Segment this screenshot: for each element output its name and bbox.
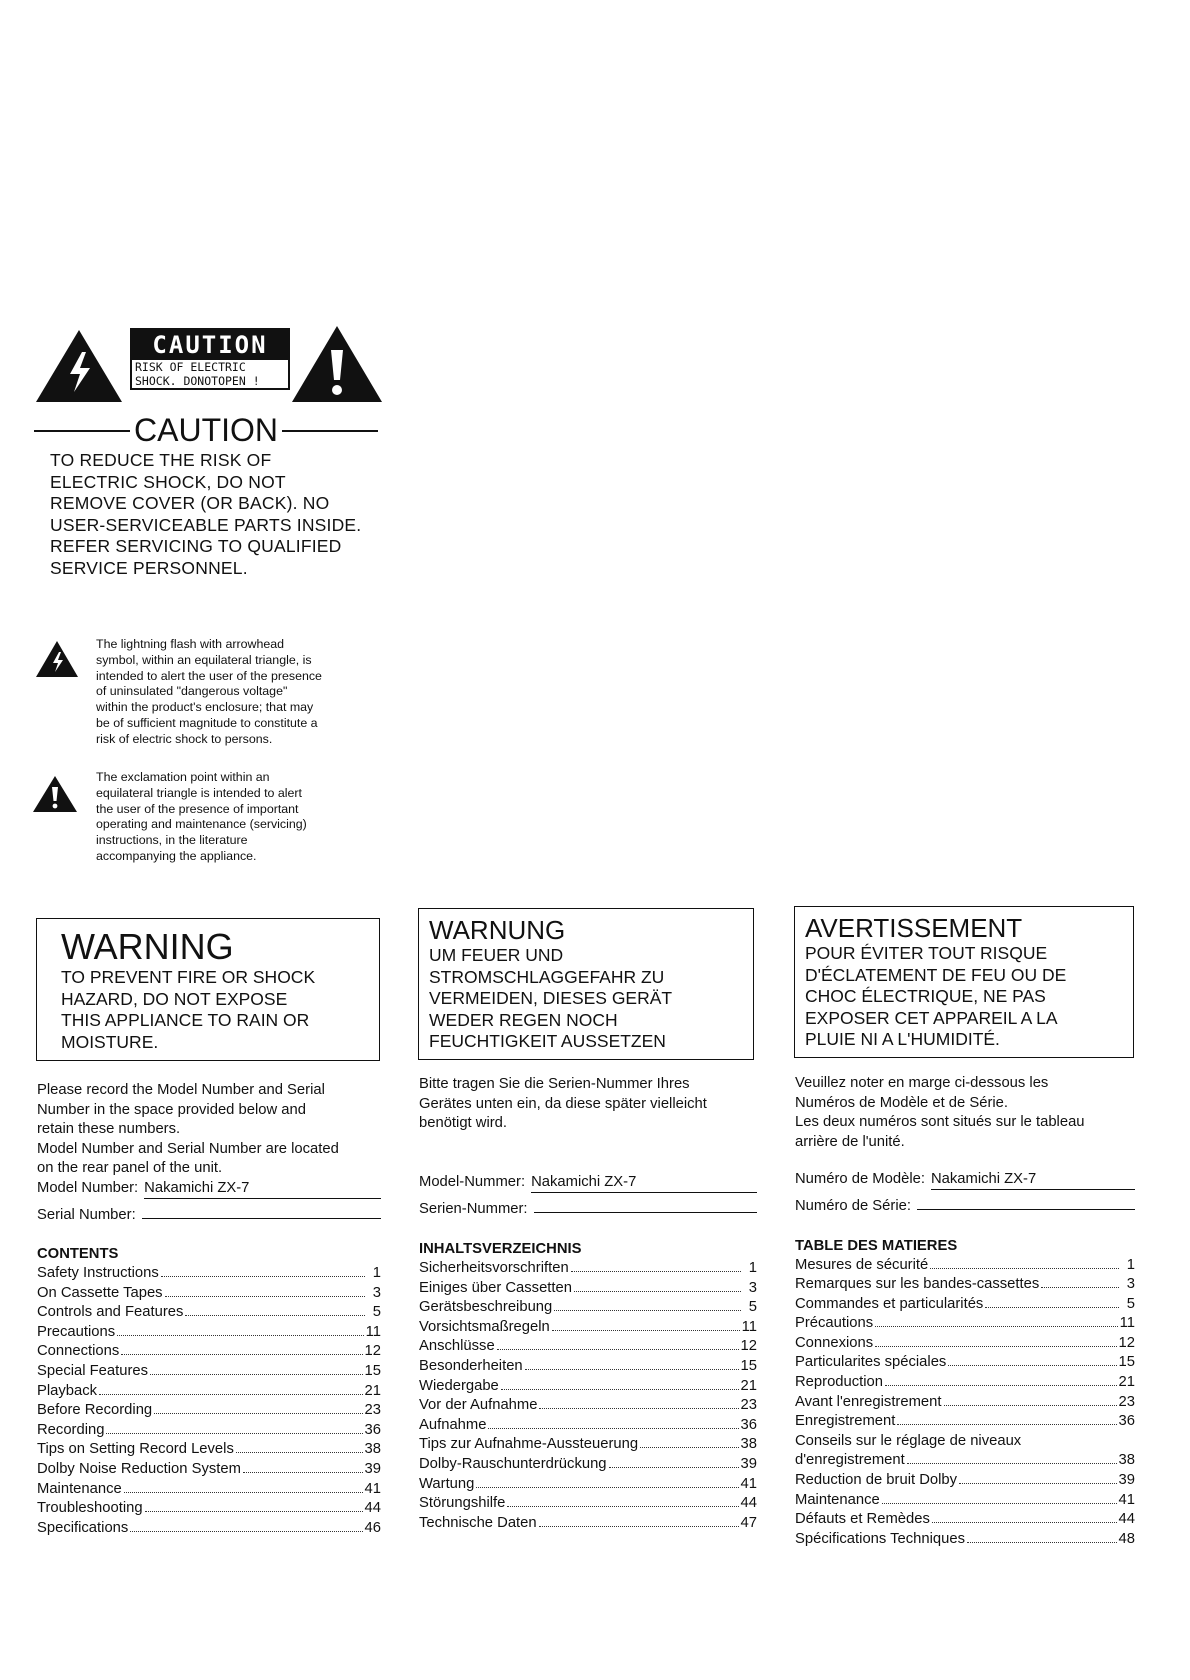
- toc-item[interactable]: [37, 1362, 381, 1382]
- toc-list: [795, 1256, 1135, 1550]
- toc-item-page: 15: [740, 1357, 757, 1374]
- toc-item-title: Maintenance: [795, 1491, 880, 1511]
- warning-line: THIS APPLIANCE TO RAIN OR: [61, 1010, 310, 1030]
- toc-item-title: Controls and Features: [37, 1303, 183, 1323]
- lightning-note: [96, 637, 376, 748]
- toc-item[interactable]: [419, 1475, 757, 1495]
- toc-item-title: Einiges über Cassetten: [419, 1279, 572, 1299]
- toc-item[interactable]: [795, 1530, 1135, 1550]
- intro-line: Bitte tragen Sie die Serien-Nummer Ihres: [419, 1076, 690, 1092]
- toc-leader-dots: [967, 1542, 1117, 1543]
- toc-item-title: Avant l'enregistrement: [795, 1393, 942, 1413]
- caution-heading-text: CAUTION: [130, 412, 282, 448]
- toc-list: [419, 1259, 757, 1533]
- toc-item-title: Particularites spéciales: [795, 1353, 946, 1373]
- toc-item[interactable]: [795, 1373, 1135, 1393]
- toc-item[interactable]: [795, 1491, 1135, 1511]
- toc-leader-dots: [552, 1330, 740, 1331]
- toc-leader-dots: [154, 1413, 362, 1414]
- model-number-value[interactable]: Nakamichi ZX-7: [144, 1179, 381, 1199]
- french-intro: [795, 1074, 1135, 1152]
- toc-item[interactable]: [37, 1421, 381, 1441]
- toc-item[interactable]: [37, 1382, 381, 1402]
- intro-line: Please record the Model Number and Serial: [37, 1082, 325, 1098]
- toc-item-page: 21: [364, 1382, 381, 1399]
- toc-item-title: d'enregistrement: [795, 1451, 905, 1471]
- toc-item-title: Maintenance: [37, 1480, 122, 1500]
- toc-item[interactable]: [795, 1412, 1135, 1432]
- caution-line: TO REDUCE THE RISK OF: [50, 450, 272, 470]
- note-line: equilateral triangle is intended to alert: [96, 785, 302, 800]
- toc-leader-dots: [944, 1405, 1117, 1406]
- toc-item[interactable]: [37, 1460, 381, 1480]
- toc-item-page: 11: [741, 1318, 757, 1335]
- toc-item[interactable]: [795, 1510, 1135, 1530]
- toc-item-title: Précautions: [795, 1314, 873, 1334]
- toc-item-page: 1: [1126, 1256, 1135, 1273]
- toc-item[interactable]: [795, 1256, 1135, 1276]
- serial-number-value[interactable]: [917, 1190, 1135, 1210]
- toc-heading: TABLE DES MATIERES: [795, 1237, 958, 1254]
- toc-leader-dots: [571, 1271, 741, 1272]
- toc-item[interactable]: [795, 1393, 1135, 1413]
- serial-number-label: Numéro de Série:: [795, 1198, 911, 1214]
- caution-line: ELECTRIC SHOCK, DO NOT: [50, 471, 286, 492]
- warning-line: PLUIE NI A L'HUMIDITÉ.: [805, 1029, 1000, 1049]
- toc-item[interactable]: [37, 1264, 381, 1284]
- note-line: intended to alert the user of the presence: [96, 668, 322, 683]
- warning-line: CHOC ÉLECTRIQUE, NE PAS: [805, 986, 1046, 1006]
- caution-line: USER-SERVICEABLE PARTS INSIDE.: [50, 514, 362, 535]
- note-line: instructions, in the literature: [96, 833, 248, 848]
- toc-leader-dots: [640, 1447, 738, 1448]
- toc-item-title: Connections: [37, 1342, 119, 1362]
- toc-item-page: 36: [1118, 1413, 1135, 1430]
- model-number-label: Model Number:: [37, 1179, 139, 1196]
- warning-title: WARNUNG: [429, 915, 566, 945]
- toc-item[interactable]: [419, 1494, 757, 1514]
- toc-item[interactable]: [37, 1480, 381, 1500]
- warning-line: D'ÉCLATEMENT DE FEU OU DE: [805, 964, 1067, 985]
- toc-item-title: Tips zur Aufnahme-Aussteuerung: [419, 1435, 638, 1455]
- toc-item-title: Défauts et Remèdes: [795, 1510, 930, 1530]
- toc-leader-dots: [99, 1394, 362, 1395]
- toc-leader-dots: [243, 1472, 363, 1473]
- toc-item-page: 3: [1126, 1276, 1135, 1293]
- toc-leader-dots: [554, 1310, 741, 1311]
- english-intro: [37, 1081, 381, 1179]
- toc-leader-dots: [959, 1483, 1116, 1484]
- serial-number-field[interactable]: [37, 1199, 381, 1226]
- serial-number-value[interactable]: [534, 1193, 757, 1213]
- toc-item-page: 12: [1118, 1334, 1135, 1351]
- warning-line: UM FEUER UND: [429, 945, 564, 965]
- toc-item-title: Anschlüsse: [419, 1337, 495, 1357]
- toc-leader-dots: [539, 1526, 739, 1527]
- intro-line: Numéros de Modèle et de Série.: [795, 1094, 1009, 1111]
- toc-item-title: Playback: [37, 1382, 97, 1402]
- toc-item-title: Gerätsbeschreibung: [419, 1298, 552, 1318]
- toc-item-page: 39: [1118, 1472, 1135, 1489]
- toc-item-title: Mesures de sécurité: [795, 1256, 928, 1276]
- toc-leader-dots: [930, 1268, 1119, 1269]
- toc-item[interactable]: [795, 1471, 1135, 1491]
- toc-item-title: Technische Daten: [419, 1514, 537, 1534]
- toc-leader-dots: [875, 1326, 1117, 1327]
- toc-item-page: 36: [740, 1416, 757, 1433]
- caution-text: [50, 450, 380, 579]
- warning-box-english: [36, 918, 380, 1061]
- toc-leader-dots: [117, 1335, 363, 1336]
- toc-item[interactable]: [419, 1357, 757, 1377]
- german-column: [419, 1075, 757, 1533]
- toc-item-title: Reduction de bruit Dolby: [795, 1471, 957, 1491]
- intro-line: Les deux numéros sont situés sur le tableau: [795, 1114, 1085, 1130]
- toc-item-title: Specifications: [37, 1519, 128, 1539]
- toc-leader-dots: [150, 1374, 362, 1375]
- warning-line: HAZARD, DO NOT EXPOSE: [61, 988, 288, 1009]
- toc-item-title: Wartung: [419, 1475, 474, 1495]
- toc-leader-dots: [165, 1296, 365, 1297]
- exclamation-small-icon: [33, 776, 77, 812]
- toc-leader-dots: [497, 1349, 739, 1350]
- toc-leader-dots: [948, 1365, 1116, 1366]
- toc-item-page: 47: [740, 1514, 757, 1531]
- toc-item[interactable]: [795, 1451, 1135, 1471]
- toc-item-page: 46: [364, 1519, 381, 1536]
- toc-item-title: Reproduction: [795, 1373, 883, 1393]
- toc-item-page: 15: [1118, 1354, 1135, 1371]
- model-number-field[interactable]: [795, 1170, 1135, 1190]
- warning-line: VERMEIDEN, DIESES GERÄT: [429, 988, 673, 1008]
- toc-item-title: Precautions: [37, 1323, 115, 1343]
- toc-item[interactable]: [795, 1334, 1135, 1354]
- toc-item[interactable]: [37, 1303, 381, 1323]
- german-intro: [419, 1075, 757, 1134]
- toc-item[interactable]: [37, 1401, 381, 1421]
- toc-item[interactable]: [419, 1416, 757, 1436]
- warning-line: POUR ÉVITER TOUT RISQUE: [805, 943, 1048, 963]
- toc-item-page: 23: [1118, 1393, 1135, 1410]
- toc-item[interactable]: [795, 1275, 1135, 1295]
- toc-item-title: Before Recording: [37, 1401, 152, 1421]
- toc-item[interactable]: [419, 1396, 757, 1416]
- warning-box-french: [794, 906, 1134, 1058]
- toc-leader-dots: [1041, 1287, 1119, 1288]
- toc-item-title: Tips on Setting Record Levels: [37, 1440, 234, 1460]
- toc-item[interactable]: [419, 1318, 757, 1338]
- toc-item-title: Wiedergabe: [419, 1377, 499, 1397]
- toc-item[interactable]: [419, 1514, 757, 1534]
- intro-line: Gerätes unten ein, da diese später vielleicht: [419, 1095, 707, 1112]
- serial-number-label: Serial Number:: [37, 1206, 136, 1223]
- caution-label: [130, 328, 290, 390]
- toc-item-page: 23: [364, 1402, 381, 1419]
- caution-line: REMOVE COVER (OR BACK). NO: [50, 493, 330, 513]
- model-number-label: Model-Nummer:: [419, 1173, 526, 1190]
- toc-item-page: 1: [748, 1260, 757, 1276]
- note-line: the user of the presence of important: [96, 801, 299, 816]
- exclamation-note: [96, 770, 376, 865]
- note-line: symbol, within an equilateral triangle, is: [96, 652, 312, 667]
- toc-item-title: Spécifications Techniques: [795, 1530, 965, 1550]
- toc-item-title: Störungshilfe: [419, 1494, 505, 1514]
- toc-item[interactable]: [37, 1440, 381, 1460]
- serial-number-label: Serien-Nummer:: [419, 1200, 528, 1217]
- warning-box-german: [418, 908, 754, 1060]
- note-line: operating and maintenance (servicing): [96, 817, 307, 832]
- toc-item-page: 39: [364, 1460, 381, 1477]
- warning-line: MOISTURE.: [61, 1031, 159, 1052]
- model-number-value[interactable]: Nakamichi ZX-7: [531, 1173, 757, 1193]
- note-line: of uninsulated "dangerous voltage": [96, 684, 288, 699]
- toc-leader-dots: [145, 1511, 363, 1512]
- model-number-value[interactable]: Nakamichi ZX-7: [931, 1170, 1135, 1190]
- lightning-small-icon: [36, 641, 78, 677]
- toc-item-page: 41: [1118, 1491, 1135, 1508]
- toc-item-title: Special Features: [37, 1362, 148, 1382]
- note-line: accompanying the appliance.: [96, 848, 257, 863]
- toc-list: [37, 1264, 381, 1538]
- toc-item-page: 23: [740, 1397, 757, 1414]
- intro-line: arrière de l'unité.: [795, 1133, 905, 1150]
- toc-item-page: 3: [748, 1279, 757, 1296]
- lightning-warning-icon: [36, 330, 122, 402]
- toc-item-page: 12: [740, 1338, 757, 1355]
- caution-line: REFER SERVICING TO QUALIFIED: [50, 536, 342, 556]
- toc-item[interactable]: [37, 1342, 381, 1362]
- note-line: risk of electric shock to persons.: [96, 731, 273, 746]
- toc-leader-dots: [121, 1354, 362, 1355]
- toc-item-page: 48: [1118, 1530, 1135, 1547]
- toc-item[interactable]: [419, 1455, 757, 1475]
- toc-leader-dots: [525, 1369, 739, 1370]
- toc-item[interactable]: [37, 1519, 381, 1539]
- serial-number-field[interactable]: [419, 1193, 757, 1220]
- toc-leader-dots: [185, 1315, 365, 1316]
- toc-item-page: 44: [364, 1500, 381, 1517]
- note-line: be of sufficient magnitude to constitute a: [96, 715, 318, 730]
- caution-label-line: RISK OF ELECTRIC: [135, 360, 246, 374]
- intro-line: retain these numbers.: [37, 1121, 181, 1137]
- toc-item[interactable]: [37, 1284, 381, 1304]
- french-column: [795, 1074, 1135, 1549]
- toc-item-title: Enregistrement: [795, 1412, 895, 1432]
- toc-item-page: 12: [364, 1343, 381, 1360]
- toc-item-page: 38: [364, 1441, 381, 1458]
- toc-item[interactable]: [795, 1295, 1135, 1315]
- toc-leader-dots: [609, 1467, 739, 1468]
- toc-item-page: 38: [740, 1436, 757, 1453]
- toc-item-page: 38: [1118, 1452, 1135, 1469]
- warning-line: WEDER REGEN NOCH: [429, 1009, 618, 1030]
- toc-item[interactable]: [419, 1377, 757, 1397]
- toc-leader-dots: [897, 1424, 1116, 1425]
- toc-item-page: 5: [372, 1304, 381, 1321]
- toc-leader-dots: [885, 1385, 1117, 1386]
- toc-item-page: 21: [740, 1377, 757, 1394]
- toc-item-title: Vorsichtsmaßregeln: [419, 1318, 550, 1338]
- toc-leader-dots: [507, 1506, 738, 1507]
- toc-item[interactable]: [419, 1279, 757, 1299]
- toc-item-title: Dolby-Rauschunterdrückung: [419, 1455, 607, 1475]
- toc-item-page: 1: [372, 1265, 381, 1281]
- model-number-field[interactable]: [419, 1173, 757, 1193]
- toc-item[interactable]: [419, 1259, 757, 1279]
- caution-label-title: CAUTION: [132, 330, 288, 360]
- toc-item-title: Safety Instructions: [37, 1264, 159, 1284]
- toc-item-page: 5: [748, 1299, 757, 1316]
- toc-item[interactable]: [795, 1432, 1135, 1452]
- note-line: The exclamation point within an: [96, 770, 270, 784]
- toc-item-page: 5: [1126, 1295, 1135, 1312]
- toc-item-title: Connexions: [795, 1334, 873, 1354]
- toc-item-title: Troubleshooting: [37, 1499, 143, 1519]
- toc-leader-dots: [130, 1531, 362, 1532]
- toc-item-page: 11: [1119, 1315, 1135, 1332]
- toc-item-page: 41: [740, 1475, 757, 1492]
- english-column: [37, 1081, 381, 1538]
- toc-item-title: Recording: [37, 1421, 104, 1441]
- serial-number-value[interactable]: [142, 1199, 381, 1219]
- caution-line: SERVICE PERSONNEL.: [50, 557, 248, 578]
- toc-leader-dots: [907, 1463, 1117, 1464]
- toc-item-page: 3: [372, 1284, 381, 1301]
- warning-line: TO PREVENT FIRE OR SHOCK: [61, 967, 316, 987]
- toc-item-title: Conseils sur le réglage de niveaux: [795, 1432, 1021, 1452]
- toc-item-page: 44: [1118, 1511, 1135, 1528]
- toc-item[interactable]: [795, 1314, 1135, 1334]
- toc-item[interactable]: [419, 1337, 757, 1357]
- toc-item-page: 39: [740, 1455, 757, 1472]
- toc-item[interactable]: [419, 1298, 757, 1318]
- note-line: within the product's enclosure; that may: [96, 700, 314, 715]
- toc-item-title: Vor der Aufnahme: [419, 1396, 537, 1416]
- caution-heading: [34, 410, 378, 450]
- intro-line: Veuillez noter en marge ci-dessous les: [795, 1075, 1049, 1091]
- toc-item[interactable]: [37, 1499, 381, 1519]
- note-line: The lightning flash with arrowhead: [96, 637, 285, 651]
- toc-item-page: 36: [364, 1421, 381, 1438]
- toc-item-title: Besonderheiten: [419, 1357, 523, 1377]
- warning-line: EXPOSER CET APPAREIL A LA: [805, 1007, 1058, 1028]
- toc-item-page: 41: [364, 1480, 381, 1497]
- toc-heading: INHALTSVERZEICHNIS: [419, 1241, 582, 1257]
- intro-line: Number in the space provided below and: [37, 1101, 306, 1118]
- warning-line: STROMSCHLAGGEFAHR ZU: [429, 966, 665, 987]
- toc-item-title: On Cassette Tapes: [37, 1284, 163, 1304]
- toc-leader-dots: [985, 1307, 1119, 1308]
- warning-title: WARNING: [61, 926, 234, 967]
- toc-item-title: Dolby Noise Reduction System: [37, 1460, 241, 1480]
- intro-line: benötigt wird.: [419, 1115, 508, 1131]
- intro-line: on the rear panel of the unit.: [37, 1160, 223, 1176]
- exclamation-warning-icon: [292, 326, 382, 402]
- toc-leader-dots: [488, 1428, 738, 1429]
- toc-item[interactable]: [37, 1323, 381, 1343]
- toc-leader-dots: [574, 1291, 741, 1292]
- toc-item-title: Sicherheitsvorschriften: [419, 1259, 569, 1279]
- toc-leader-dots: [236, 1452, 363, 1453]
- toc-leader-dots: [539, 1408, 738, 1409]
- toc-leader-dots: [124, 1492, 363, 1493]
- toc-item[interactable]: [795, 1353, 1135, 1373]
- toc-item-page: 44: [740, 1495, 757, 1512]
- warning-line: FEUCHTIGKEIT AUSSETZEN: [429, 1031, 666, 1051]
- toc-item-title: Aufnahme: [419, 1416, 486, 1436]
- toc-item-page: 11: [365, 1323, 381, 1340]
- toc-leader-dots: [932, 1522, 1117, 1523]
- caution-label-line: SHOCK. DONOTOPEN !: [135, 374, 260, 388]
- toc-leader-dots: [476, 1487, 738, 1488]
- toc-leader-dots: [161, 1276, 365, 1277]
- toc-item-title: Commandes et particularités: [795, 1295, 983, 1315]
- model-number-field[interactable]: [37, 1179, 381, 1199]
- toc-leader-dots: [882, 1503, 1117, 1504]
- toc-item[interactable]: [419, 1435, 757, 1455]
- toc-leader-dots: [106, 1433, 362, 1434]
- toc-leader-dots: [501, 1389, 739, 1390]
- toc-item-title: Remarques sur les bandes-cassettes: [795, 1275, 1039, 1295]
- model-number-label: Numéro de Modèle:: [795, 1171, 925, 1187]
- toc-leader-dots: [875, 1346, 1116, 1347]
- serial-number-field[interactable]: [795, 1190, 1135, 1217]
- toc-heading: CONTENTS: [37, 1246, 119, 1262]
- toc-item-page: 21: [1118, 1374, 1135, 1391]
- toc-item-page: 15: [364, 1362, 381, 1379]
- intro-line: Model Number and Serial Number are located: [37, 1140, 339, 1157]
- warning-title: AVERTISSEMENT: [805, 913, 1023, 943]
